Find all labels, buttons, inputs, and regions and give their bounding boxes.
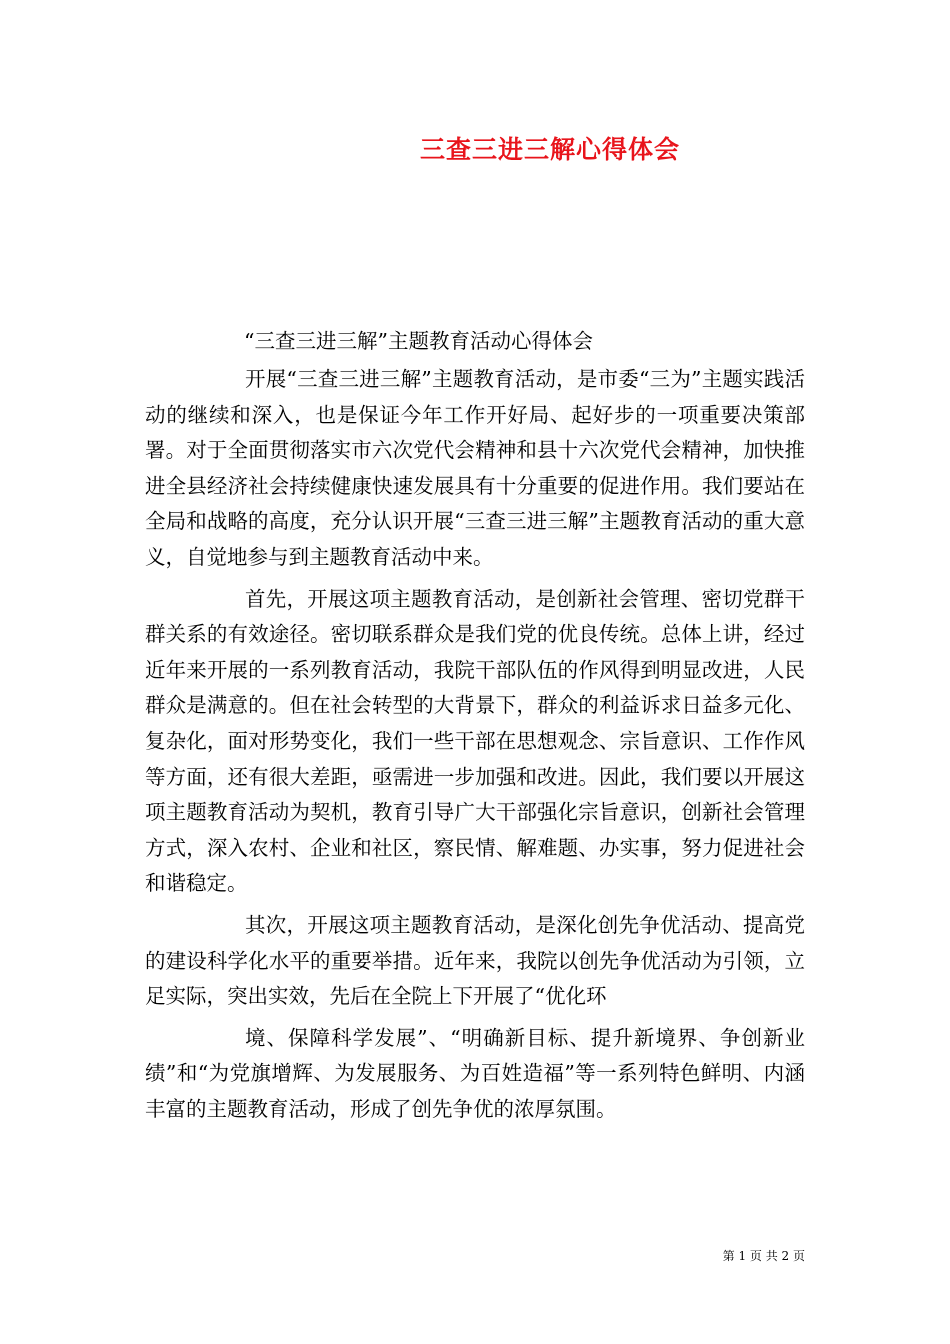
document-subtitle: “三查三进三解”主题教育活动心得体会 [244,329,593,353]
paragraph-second: 其次，开展这项主题教育活动，是深化创先争优活动、提高党的建设科学化水平的重要举措。近年来，我院以创先争优活动为引领，立足实际，突出实效，先后在全院上下开展了“优化环 [145,912,805,1009]
document-body [145,362,805,1127]
paragraph-first: 首先，开展这项主题教育活动，是创新社会管理、密切党群干群关系的有效途径。密切联系群众是我们党的优良传统。总体上讲，经过近年来开展的一系列教育活动，我院干部队伍的作风得到明显改进，人民群众是满意的。但在社会转型的大背景下，群众的利益诉求日益多元化、复杂化，面对形势变化，我们一些干部在思想观念、宗旨意识、工作作风等方面，还有很大差距，亟需进一步加强和改进。因此，我们要以开展这项主题教育活动为契机，教育引导广大干部强化宗旨意识，创新社会管理方式，深入农村、企业和社区，察民情、解难题、办实事，努力促进社会和谐稳定。 [145,586,805,896]
document-title-text: 三查三进三解心得体会 [419,135,680,164]
paragraph-intro: 开展“三查三进三解”主题教育活动，是市委“三为”主题实践活动的继续和深入，也是保证今年工作开好局、起好步的一项重要决策部署。对于全面贯彻落实市六次党代会精神和县十六次党代会精神，加快推进全县经济社会持续健康快速发展具有十分重要的促进作用。我们要站在全局和战略的高度，充分认识开展“三查三进三解”主题教育活动的重大意义，自觉地参与到主题教育活动中来。 [145,367,805,569]
paragraph-second-continued: 境、保障科学发展”、“明确新目标、提升新境界、争创新业绩”和“为党旗增辉、为发展服务、为百姓造福”等一系列特色鲜明、内涵丰富的主题教育活动，形成了创先争优的浓厚氛围。 [145,1025,805,1121]
page-number-footer: 第 1 页 共 2 页 [722,1249,805,1263]
document-title [0,132,950,168]
